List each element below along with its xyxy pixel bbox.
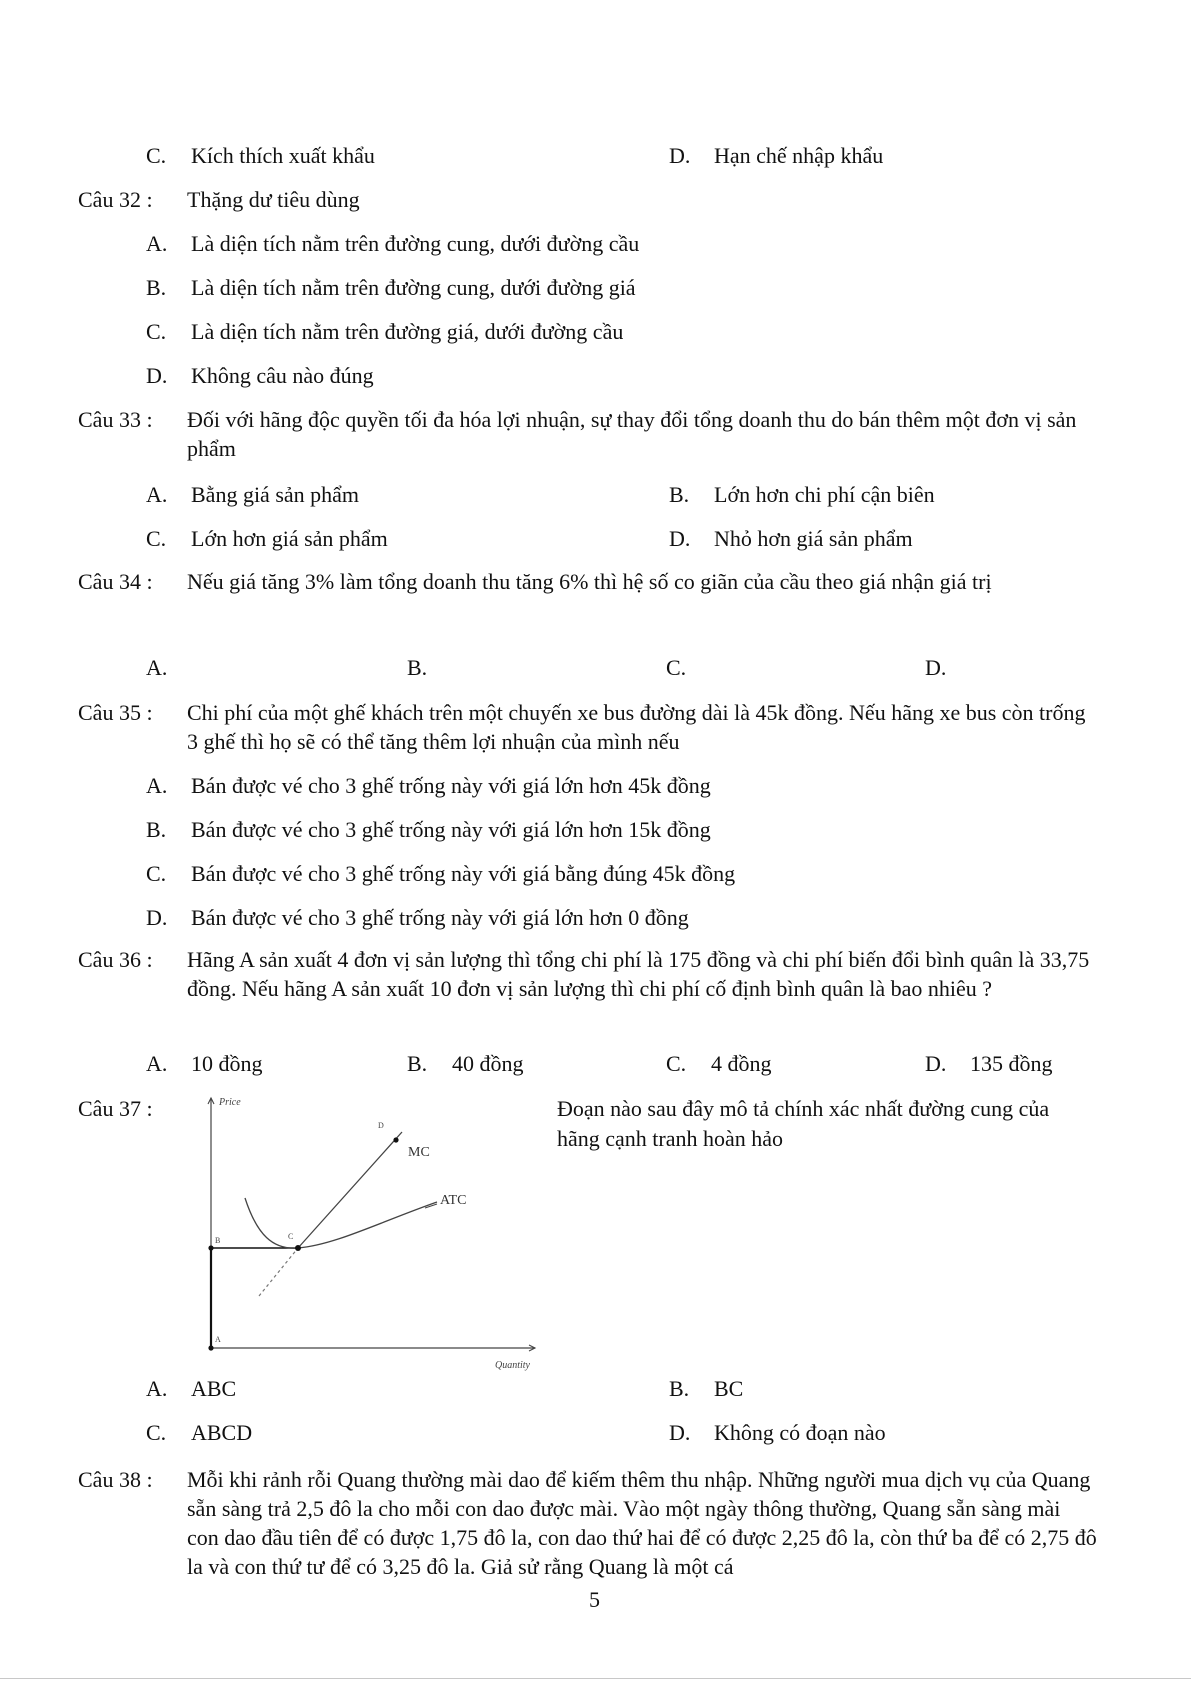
mc-curve-dashed	[259, 1248, 298, 1296]
q36-option-c	[666, 1053, 772, 1075]
option-text: Bán được vé cho 3 ghế trống này với giá lớn hơn 0 đồng	[191, 905, 689, 930]
option-letter: D.	[925, 1051, 947, 1076]
point-mc-marker	[393, 1137, 398, 1142]
x-axis-label: Quantity	[495, 1360, 530, 1371]
option-letter: B.	[669, 1376, 690, 1401]
q36-label: Câu 36 :	[78, 947, 153, 972]
footer-divider	[0, 1678, 1191, 1679]
q33-label: Câu 33 :	[78, 407, 153, 432]
option-text: Bán được vé cho 3 ghế trống này với giá lớn hơn 15k đồng	[191, 817, 711, 842]
q33-option-a	[146, 484, 359, 506]
atc-curve	[245, 1198, 437, 1248]
option-text: 10 đồng	[191, 1051, 263, 1076]
q34-label: Câu 34 :	[78, 569, 153, 594]
option-letter: A.	[146, 231, 168, 256]
point-b-marker	[208, 1245, 213, 1250]
q37-option-c	[146, 1422, 252, 1444]
q36-option-d	[925, 1053, 1053, 1075]
q31-option-d	[669, 145, 883, 167]
q32-text: Thặng dư tiêu dùng	[187, 187, 360, 212]
q34-option-d	[925, 657, 970, 679]
q34-option-b	[407, 657, 452, 679]
q33-option-c	[146, 528, 388, 550]
option-letter: C.	[146, 526, 167, 551]
q33-option-d	[669, 528, 913, 550]
option-letter: B.	[407, 1051, 428, 1076]
cost-curves-figure	[195, 1090, 545, 1380]
option-letter: D.	[925, 655, 947, 680]
y-axis-label: Price	[219, 1097, 241, 1108]
point-d-label: D	[378, 1121, 384, 1130]
point-c-marker	[295, 1245, 301, 1251]
point-b-label: B	[215, 1236, 221, 1245]
option-text: BC	[714, 1376, 744, 1401]
atc-label: ATC	[440, 1193, 467, 1208]
q33-text: Đối với hãng độc quyền tối đa hóa lợi nhuận, sự thay đổi tổng doanh thu do bán thêm một đơn vị sản phẩm	[187, 407, 1077, 461]
option-letter: C.	[666, 1051, 687, 1076]
q36-option-a	[146, 1053, 263, 1075]
mc-curve	[298, 1132, 402, 1248]
option-letter: A.	[146, 482, 168, 507]
q35-option-c	[146, 863, 735, 885]
q37-option-a	[146, 1378, 236, 1400]
option-text: Lớn hơn giá sản phẩm	[191, 526, 388, 551]
option-text: Bằng giá sản phẩm	[191, 482, 360, 507]
q38-label: Câu 38 :	[78, 1467, 153, 1492]
q33-option-b	[669, 484, 935, 506]
option-letter: A.	[146, 1376, 168, 1401]
option-letter: B.	[669, 482, 690, 507]
q31-option-c	[146, 145, 375, 167]
option-text: ABCD	[191, 1420, 253, 1445]
page-number: 5	[589, 1587, 600, 1612]
mc-label: MC	[408, 1145, 430, 1160]
q35-option-d	[146, 907, 689, 929]
q37-option-d	[669, 1422, 886, 1444]
q32-label: Câu 32 :	[78, 187, 153, 212]
q37-option-b	[669, 1378, 743, 1400]
q38-text: Mỗi khi rảnh rỗi Quang thường mài dao để kiếm thêm thu nhập. Những người mua dịch vụ của Quang sẵn sàng trả 2,5 đô la cho mỗi con dao được mài. Vào một ngày thông thường, Quang sẵn sàng mài con dao đầu tiên để có được 1,75 đô la, con dao thứ hai để có được 2,25 đô la, còn thứ ba để có 2,75 đô la và con thứ tư để có 3,25 đô la. Giả sử rằng Quang là một cá	[187, 1467, 1097, 1579]
option-text: Hạn chế nhập khẩu	[714, 143, 884, 168]
option-text: Là diện tích nằm trên đường giá, dưới đường cầu	[191, 319, 624, 344]
option-text: Bán được vé cho 3 ghế trống này với giá lớn hơn 45k đồng	[191, 773, 711, 798]
option-letter: D.	[146, 363, 168, 388]
option-letter: C.	[666, 655, 687, 680]
q35-label: Câu 35 :	[78, 700, 153, 725]
option-text: Là diện tích nằm trên đường cung, dưới đường cầu	[191, 231, 640, 256]
option-text: 4 đồng	[711, 1051, 772, 1076]
option-letter: D.	[669, 1420, 691, 1445]
option-letter: A.	[146, 773, 168, 798]
option-text: Không câu nào đúng	[191, 363, 374, 388]
q36-option-b	[407, 1053, 524, 1075]
q35-text: Chi phí của một ghế khách trên một chuyến xe bus đường dài là 45k đồng. Nếu hãng xe bus còn trống 3 ghế thì họ sẽ có thể tăng thêm lợi nhuận của mình nếu	[187, 700, 1086, 754]
option-text: Nhỏ hơn giá sản phẩm	[714, 526, 913, 551]
option-letter: B.	[407, 655, 428, 680]
q34-option-a	[146, 657, 191, 679]
point-c-label: C	[288, 1232, 294, 1241]
q32-option-c	[146, 321, 623, 343]
q35-option-a	[146, 775, 711, 797]
option-letter: B.	[146, 275, 167, 300]
option-letter: C.	[146, 143, 167, 168]
option-text: Kích thích xuất khẩu	[191, 143, 375, 168]
option-letter: D.	[669, 526, 691, 551]
option-letter: A.	[146, 1051, 168, 1076]
q36-text: Hãng A sản xuất 4 đơn vị sản lượng thì tổng chi phí là 175 đồng và chi phí biến đổi bình quân là 33,75 đồng. Nếu hãng A sản xuất 10 đơn vị sản lượng thì chi phí cố định bình quân là bao nhiêu ?	[187, 947, 1090, 1001]
option-text: Là diện tích nằm trên đường cung, dưới đường giá	[191, 275, 636, 300]
option-letter: C.	[146, 319, 167, 344]
point-a-marker	[208, 1345, 213, 1350]
option-text: ABC	[191, 1376, 237, 1401]
option-letter: A.	[146, 655, 168, 680]
point-a-label: A	[215, 1335, 221, 1344]
q32-option-d	[146, 365, 374, 387]
q34-text: Nếu giá tăng 3% làm tổng doanh thu tăng 6% thì hệ số co giãn của cầu theo giá nhận giá trị	[187, 569, 992, 594]
q35-option-b	[146, 819, 711, 841]
option-letter: D.	[146, 905, 168, 930]
option-text: Không có đoạn nào	[714, 1420, 886, 1445]
option-letter: C.	[146, 1420, 167, 1445]
q32-option-b	[146, 277, 636, 299]
q34-option-c	[666, 657, 711, 679]
q37-label: Câu 37 :	[78, 1096, 153, 1121]
option-letter: D.	[669, 143, 691, 168]
q32-option-a	[146, 233, 639, 255]
q37-text: Đoạn nào sau đây mô tả chính xác nhất đường cung của hãng cạnh tranh hoàn hảo	[557, 1096, 1050, 1151]
option-text: Lớn hơn chi phí cận biên	[714, 482, 935, 507]
option-text: Bán được vé cho 3 ghế trống này với giá bằng đúng 45k đồng	[191, 861, 736, 886]
option-text: 135 đồng	[970, 1051, 1053, 1076]
option-letter: B.	[146, 817, 167, 842]
option-letter: C.	[146, 861, 167, 886]
option-text: 40 đồng	[452, 1051, 524, 1076]
